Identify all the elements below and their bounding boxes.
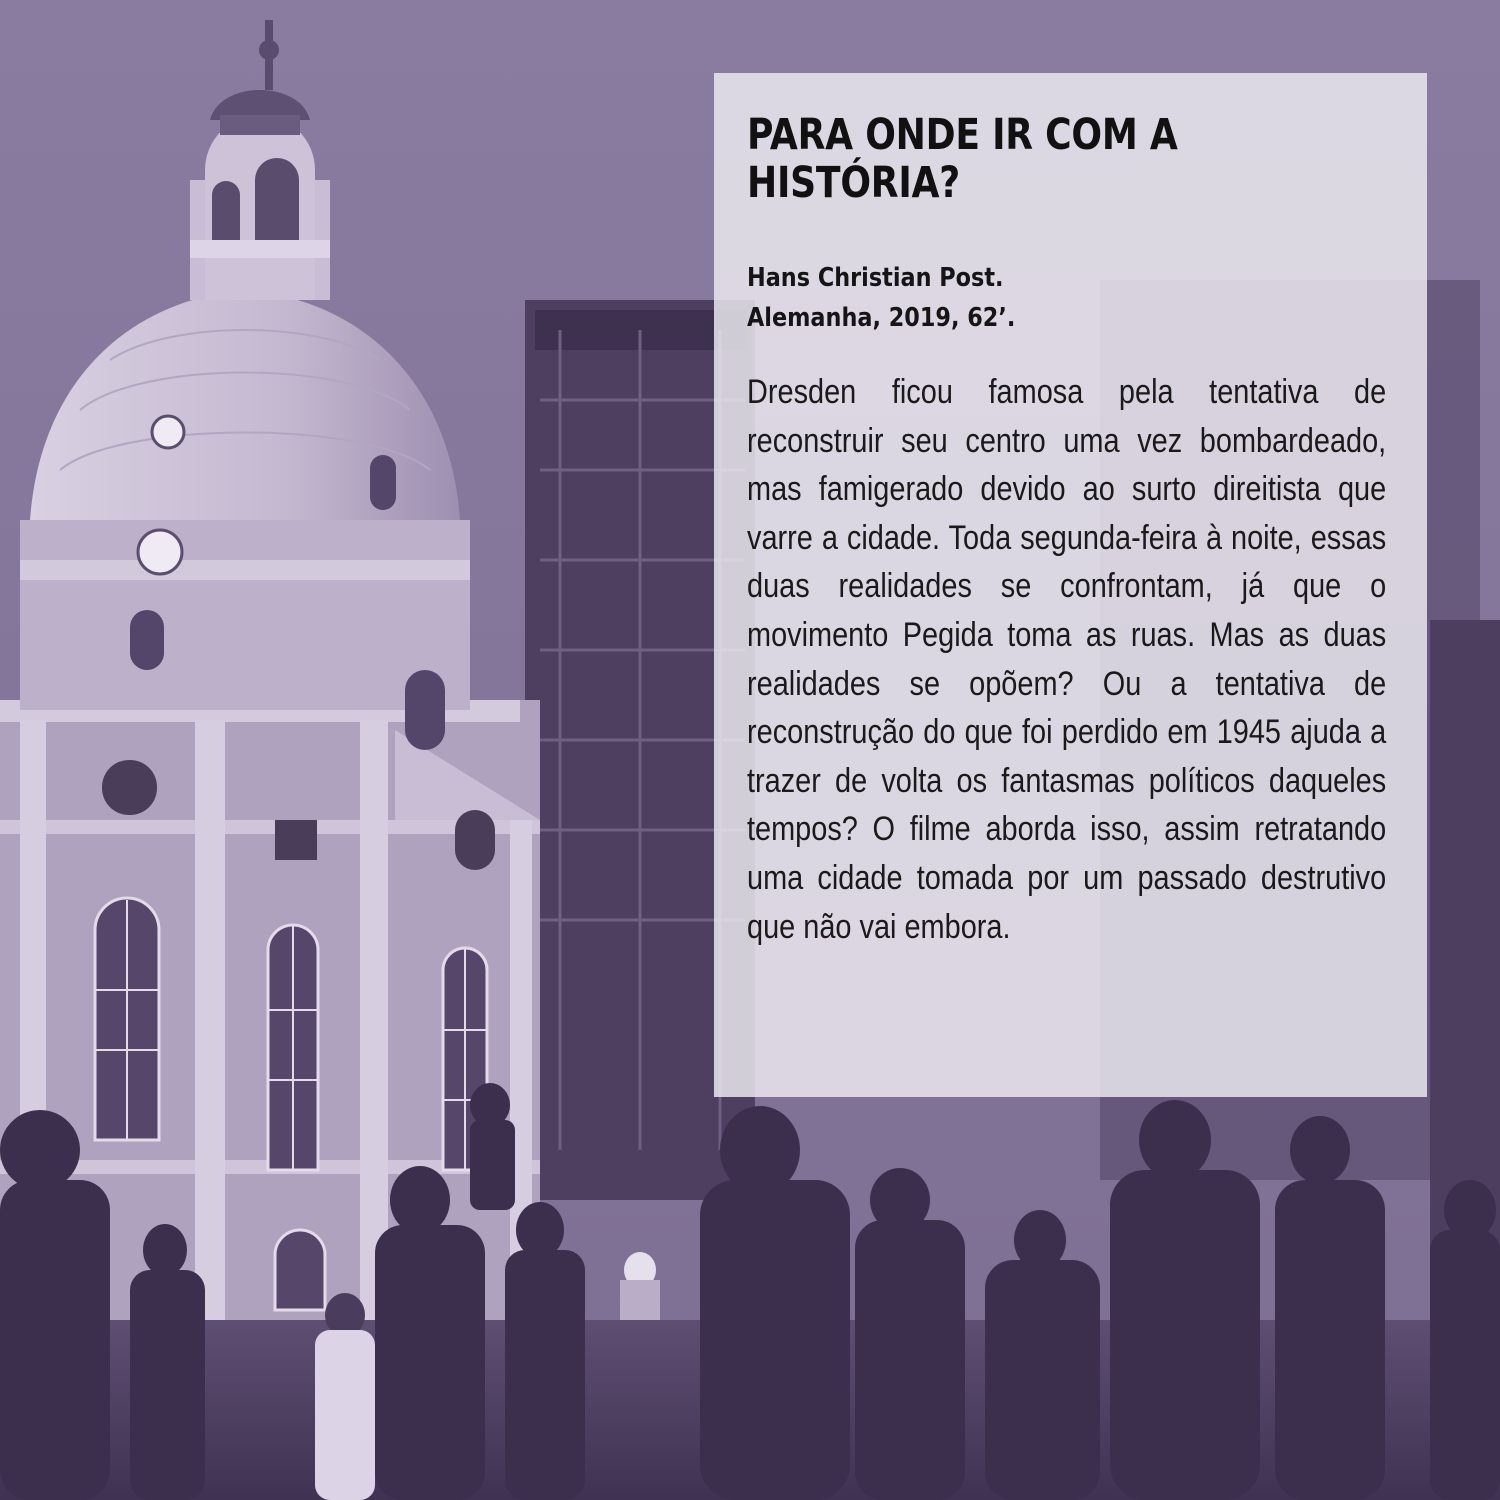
text-panel [714,73,1427,1097]
article-title: PARA ONDE IR COM A HISTÓRIA? [747,110,1178,208]
director-line: Hans Christian Post. [747,263,1004,293]
synopsis-paragraph: Dresden ficou famosa pela tentativa de reconstruir seu centro uma vez bombardeado, mas famigerado devido ao surto direitista que varre a cidade. Toda segunda-feira à noite, essas duas realidades se confrontam, já que o movimento Pegida toma as ruas. Mas as duas realidades se opõem? Ou a tentativa de reconstrução do que foi perdido em 1945 ajuda a trazer de volta os fantasmas políticos daqueles tempos? O filme aborda isso, assim retratando uma cidade tomada por um passado destrutivo que não vai embora. [747,373,1387,946]
film-credits [747,258,1297,338]
film-details-line: Alemanha, 2019, 62’. [747,303,1016,333]
